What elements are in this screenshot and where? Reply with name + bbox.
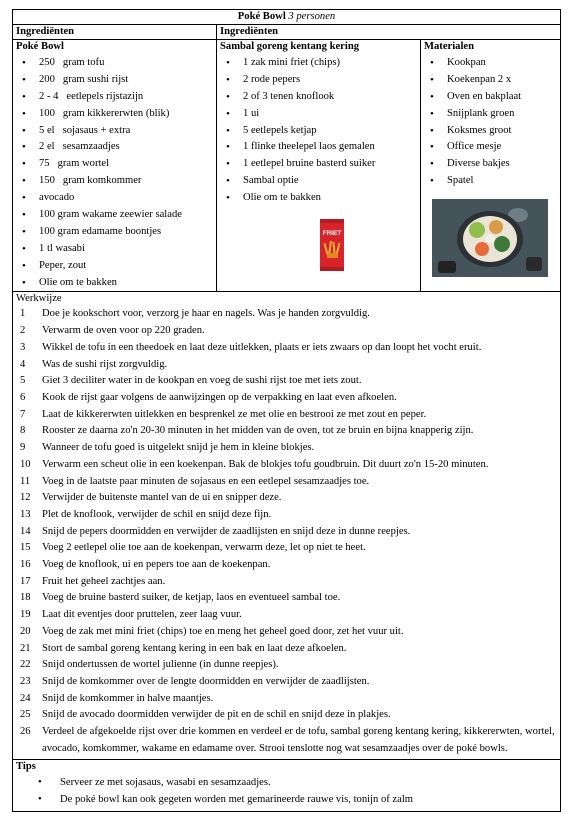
step-text: Verwijder de buitenste mantel van de ui en snipper deze. — [42, 492, 282, 504]
step-number: 26 — [20, 726, 31, 738]
step-text: Snijd de komkommer in halve maantjes. — [42, 692, 214, 704]
ingredient-text: sojasaus + extra — [62, 124, 131, 136]
step-item — [16, 407, 557, 424]
ingredient-item — [16, 55, 213, 72]
sambal-ingredient-item: • 1 ui — [220, 106, 417, 123]
step-item — [16, 557, 557, 574]
step-text: Voeg de bruine basterd suiker, de ketjap, laos en eventueel sambal toe. — [42, 592, 341, 604]
step-number: 12 — [20, 492, 31, 504]
step-text: Verdeel de afgekoelde rijst over drie kommen en verdeel er de tofu, sambal goreng kentang kering, kikkererwten, wortel, avocado, komkommer, wakame en edamame over. Strooi tenslotte nog wat sesamzaadjes over de poké bowls. — [42, 726, 555, 754]
ingredient-item — [16, 207, 213, 224]
recipe-title — [13, 10, 561, 25]
step-item — [16, 674, 557, 691]
ingredient-item — [16, 123, 213, 140]
ingredient-qty: 200 — [39, 73, 55, 85]
step-number: 1 — [20, 308, 26, 320]
poke-bowl-photo — [432, 199, 548, 277]
title-main: Poké Bowl — [237, 11, 286, 22]
tips-heading: Tips — [16, 761, 36, 773]
step-number: 9 — [20, 442, 26, 454]
ingredient-qty: 2 - 4 — [39, 90, 59, 102]
step-text: Snijd de komkommer over de lengte doormidden en verwijder de zaadlijsten. — [42, 675, 370, 687]
sambal-ingredient-item: • 1 zak mini friet (chips) — [220, 55, 417, 72]
step-item — [16, 340, 557, 357]
step-number: 11 — [20, 475, 31, 487]
step-number: 14 — [20, 525, 31, 537]
step-number: 13 — [20, 508, 31, 520]
step-text: Laat dit eventjes door pruttelen, zeer laag vuur. — [42, 609, 242, 621]
ingredient-item — [16, 89, 213, 106]
materiaal-item: • Diverse bakjes — [424, 156, 557, 173]
sambal-heading: Sambal goreng kentang kering — [220, 41, 360, 52]
ingredient-item — [16, 106, 213, 123]
step-item — [16, 423, 557, 440]
ingredient-text: gram sushi rijst — [62, 73, 129, 85]
sambal-ingredient-item: • 1 flinke theelepel laos gemalen — [220, 139, 417, 156]
step-item — [16, 624, 557, 641]
step-item — [16, 607, 557, 624]
materiaal-item: • Kookpan — [424, 55, 557, 72]
materiaal-item: • Koksmes groot — [424, 123, 557, 140]
step-text: Voeg de zak met mini friet (chips) toe en meng het geheel goed door, zet het vuur uit. — [42, 625, 404, 637]
step-text: Voeg in de laatste paar minuten de sojasaus en een eetlepel sesamzaadjes toe. — [42, 475, 370, 487]
materiaal-item: • Koekenpan 2 x — [424, 72, 557, 89]
tips-list — [16, 774, 557, 811]
sambal-ingredient-list — [220, 55, 417, 207]
ingredient-text: sesamzaadjes — [62, 141, 120, 153]
step-text: Verwarm een scheut olie in een koekenpan. Bak de blokjes tofu goudbruin. Dit duurt zo'n 15-20 minuten. — [42, 458, 489, 470]
step-item — [16, 691, 557, 708]
step-item — [16, 641, 557, 658]
recipe-table — [12, 9, 561, 812]
ingredient-qty: 100 — [39, 107, 55, 119]
step-item — [16, 590, 557, 607]
ingredient-item — [16, 258, 213, 275]
ingredient-item — [16, 224, 213, 241]
step-item — [16, 357, 557, 374]
ingredient-text: gram kikkererwten (blik) — [62, 107, 170, 119]
werkwijze-section — [13, 292, 561, 760]
ingredient-qty: 5 el — [39, 124, 55, 136]
step-item — [16, 306, 557, 323]
sambal-ingredient-item: • 2 rode pepers — [220, 72, 417, 89]
materialen-list — [424, 55, 557, 190]
step-item — [16, 724, 557, 757]
materialen-column — [421, 40, 561, 292]
ingredient-text: avocado — [39, 192, 75, 204]
materiaal-item: • Snijplank groen — [424, 106, 557, 123]
ingredient-qty: 150 — [39, 175, 55, 187]
step-number: 7 — [20, 408, 26, 420]
materiaal-item: • Oven en bakplaat — [424, 89, 557, 106]
ingredient-item — [16, 139, 213, 156]
step-number: 18 — [20, 592, 31, 604]
step-number: 5 — [20, 375, 26, 387]
ingredient-item — [16, 173, 213, 190]
tip-item: • Serveer ze met sojasaus, wasabi en sesamzaadjes. — [16, 774, 557, 791]
step-number: 10 — [20, 458, 31, 470]
step-item — [16, 574, 557, 591]
ingredient-item — [16, 241, 213, 258]
poke-bowl-column — [13, 40, 217, 292]
step-number: 19 — [20, 609, 31, 621]
ingredient-text: 100 gram edamame boontjes — [39, 225, 162, 237]
fries-bag-image — [319, 219, 345, 271]
recipe-sheet — [12, 9, 560, 812]
step-number: 23 — [20, 675, 31, 687]
step-text: Wanneer de tofu goed is uitgelekt snijd je hem in kleine blokjes. — [42, 442, 315, 454]
ingredients-header-right: Ingrediënten — [217, 25, 561, 40]
ingredient-qty: 75 — [39, 158, 50, 170]
step-text: Kook de rijst gaar volgens de aanwijzingen op de verpakking en laat even afkoelen. — [42, 391, 397, 403]
title-sub: 3 personen — [288, 11, 336, 22]
step-number: 15 — [20, 542, 31, 554]
step-number: 2 — [20, 325, 26, 337]
ingredient-text: 100 gram wakame zeewier salade — [39, 209, 182, 221]
step-item — [16, 707, 557, 724]
step-number: 22 — [20, 659, 31, 671]
fries-bag-label: FRIET — [322, 230, 342, 238]
ingredient-text: eetlepels rijstazijn — [66, 90, 144, 102]
ingredient-qty: 250 — [39, 57, 55, 68]
step-text: Doe je kookschort voor, verzorg je haar en nagels. Was je handen zorgvuldig. — [42, 308, 370, 320]
step-item — [16, 540, 557, 557]
sambal-ingredient-item: • Sambal optie — [220, 173, 417, 190]
ingredient-qty: 2 el — [39, 141, 55, 153]
step-text: Giet 3 deciliter water in de kookpan en voeg de sushi rijst toe met iets zout. — [42, 375, 362, 387]
sambal-ingredient-item: • 5 eetlepels ketjap — [220, 123, 417, 140]
poke-bowl-ingredient-list — [16, 55, 213, 291]
step-number: 16 — [20, 559, 31, 571]
step-text: Voeg de knoflook, ui en pepers toe aan de koekenpan. — [42, 559, 271, 571]
step-text: Voeg 2 eetlepel olie toe aan de koekenpan, verwarm deze, let op niet te heet. — [42, 542, 366, 554]
sambal-ingredient-item: • 1 eetlepel bruine basterd suiker — [220, 156, 417, 173]
tip-item: • De poké bowl kan ook gegeten worden met gemarineerde rauwe vis, tonijn of zalm — [16, 791, 557, 808]
sambal-ingredient-item: • Olie om te bakken — [220, 190, 417, 207]
ingredient-text: Peper, zout — [39, 259, 87, 271]
step-text: Snijd de pepers doormidden en verwijder de zaadlijsten en snijd deze in dunne reepjes. — [42, 525, 411, 537]
ingredient-text: gram tofu — [62, 57, 105, 68]
sambal-ingredient-item: • 2 of 3 tenen knoflook — [220, 89, 417, 106]
step-text: Stort de sambal goreng kentang kering in een bak en laat deze afkoelen. — [42, 642, 347, 654]
ingredient-text: 1 tl wasabi — [39, 242, 85, 254]
step-item — [16, 323, 557, 340]
step-number: 24 — [20, 692, 31, 704]
materiaal-item: • Office mesje — [424, 139, 557, 156]
werkwijze-steps — [16, 306, 557, 759]
step-item — [16, 440, 557, 457]
step-text: Wikkel de tofu in een theedoek en laat deze uitlekken, plaats er iets zwaars op dan loopt het vocht eruit. — [42, 341, 482, 353]
step-item — [16, 657, 557, 674]
ingredient-item — [16, 72, 213, 89]
werkwijze-heading: Werkwijze — [16, 293, 62, 305]
step-text: Snijd de avocado doormidden verwijder de pit en de schil en snijd deze in plakjes. — [42, 709, 391, 721]
step-text: Snijd ondertussen de wortel julienne (in dunne reepjes). — [42, 659, 279, 671]
step-item — [16, 524, 557, 541]
ingredient-item — [16, 156, 213, 173]
tips-section — [13, 760, 561, 812]
step-text: Was de sushi rijst zorgvuldig. — [42, 358, 168, 370]
step-item — [16, 474, 557, 491]
step-number: 21 — [20, 642, 31, 654]
step-text: Rooster ze daarna zo'n 20-30 minuten in het midden van de oven, tot ze bruin en bijna knapperig zijn. — [42, 425, 474, 437]
step-text: Plet de knoflook, verwijder de schil en snijd deze fijn. — [42, 508, 272, 520]
step-number: 6 — [20, 391, 26, 403]
ingredient-text: Olie om te bakken — [39, 276, 117, 288]
step-number: 20 — [20, 625, 31, 637]
step-number: 17 — [20, 575, 31, 587]
materiaal-item: • Spatel — [424, 173, 557, 190]
step-number: 25 — [20, 709, 31, 721]
step-item — [16, 373, 557, 390]
step-number: 8 — [20, 425, 26, 437]
step-text: Fruit het geheel zachtjes aan. — [42, 575, 166, 587]
sambal-column — [217, 40, 421, 292]
ingredient-text: gram wortel — [57, 158, 110, 170]
step-text: Laat de kikkererwten uitlekken en besprenkel ze met olie en bestrooi ze met zout en peper. — [42, 408, 427, 420]
step-number: 4 — [20, 358, 26, 370]
step-item — [16, 390, 557, 407]
materialen-heading: Materialen — [424, 41, 475, 52]
step-item — [16, 507, 557, 524]
ingredient-text: gram komkommer — [62, 175, 142, 187]
step-item — [16, 457, 557, 474]
step-item — [16, 490, 557, 507]
ingredient-item — [16, 275, 213, 292]
ingredients-header-left: Ingrediënten — [13, 25, 217, 40]
poke-bowl-heading: Poké Bowl — [16, 41, 64, 52]
step-number: 3 — [20, 341, 26, 353]
ingredient-item — [16, 190, 213, 207]
step-text: Verwarm de oven voor op 220 graden. — [42, 325, 205, 337]
